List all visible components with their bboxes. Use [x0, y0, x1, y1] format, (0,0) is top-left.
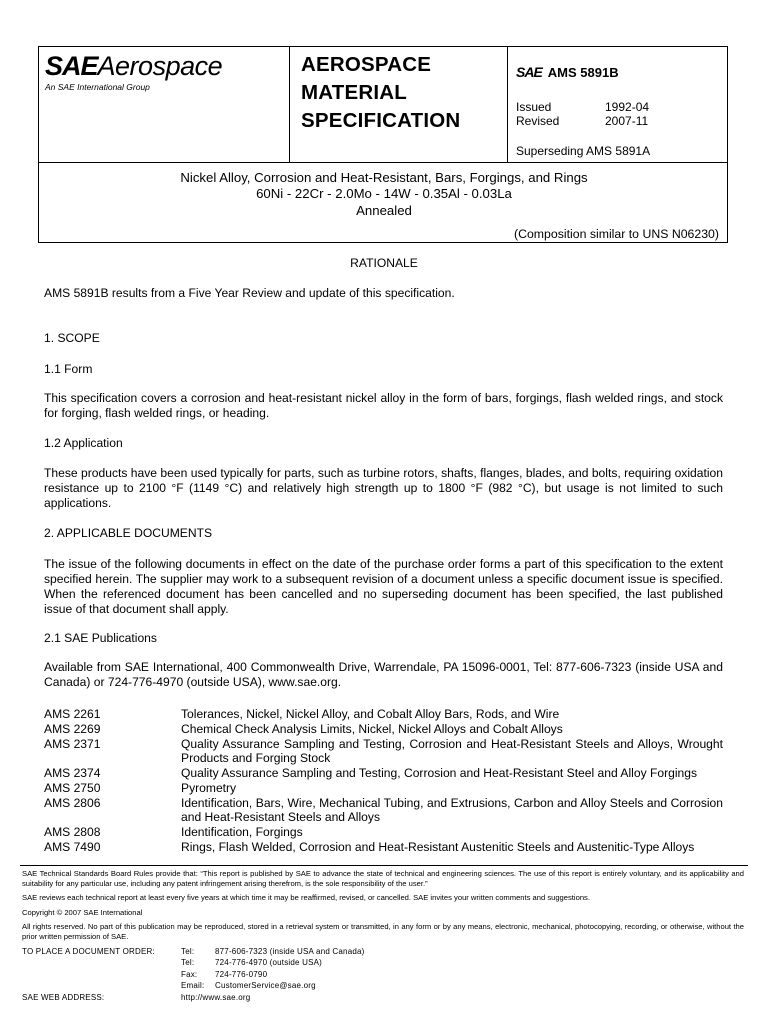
document-title-line: Annealed	[356, 203, 412, 218]
header-divider	[289, 47, 290, 162]
doc-description: Tolerances, Nickel, Nickel Alloy, and Cobalt Alloy Bars, Rods, and Wire	[181, 707, 560, 721]
spec-title	[301, 51, 460, 135]
doc-description: Identification, Forgings	[181, 825, 303, 839]
spec-title-line: MATERIAL	[301, 81, 407, 104]
section-heading-application: 1.2 Application	[44, 436, 123, 450]
contact-value: 877-606-7323 (inside USA and Canada)	[215, 947, 365, 956]
doc-code: AMS 2371	[44, 737, 101, 751]
sae-publications-paragraph: Available from SAE International, 400 Commonwealth Drive, Warrendale, PA 15096-0001, Tel: 877-606-7323 (inside USA and Canada) or 724-776-4970 (outside USA), www.sae.org.	[44, 660, 723, 689]
footer-rules-text: SAE Technical Standards Board Rules provide that: “This report is published by SAE to advance the state of technical and engineering sciences. The use of this report is entirely voluntary, and its applicability and suitability for any particular use, including any patent infringement arising therefrom, is the sole responsibility of the user.”	[22, 869, 744, 888]
web-address-link[interactable]: http://www.sae.org	[181, 993, 251, 1002]
issued-label: Issued	[516, 100, 552, 114]
doc-code: AMS 2269	[44, 722, 101, 736]
section-heading-applicable-documents: 2. APPLICABLE DOCUMENTS	[44, 526, 213, 540]
sae-small-logo: SAE	[516, 64, 542, 80]
logo-aerospace-word: Aerospace	[97, 51, 223, 81]
doc-description: Quality Assurance Sampling and Testing, Corrosion and Heat-Resistant Steel and Alloy Forgings	[181, 766, 698, 780]
doc-code: AMS 2261	[44, 707, 101, 721]
revised-value: 2007-11	[605, 114, 649, 128]
applicable-documents-paragraph: The issue of the following documents in effect on the date of the purchase order forms a part of this specification to the extent specified herein. The supplier may work to a subsequent revision of a document unless a specific document issue is specified. When the referenced document has been cancelled and no superseding document has been specified, the last published issue of that document shall apply.	[44, 557, 723, 616]
doc-description: Chemical Check Analysis Limits, Nickel, Nickel Alloys and Cobalt Alloys	[181, 722, 563, 736]
order-label: TO PLACE A DOCUMENT ORDER:	[22, 947, 155, 956]
doc-code: AMS 7490	[44, 840, 101, 854]
section-heading-sae-publications: 2.1 SAE Publications	[44, 631, 157, 645]
rationale-text: AMS 5891B results from a Five Year Review and update of this specification.	[44, 286, 455, 300]
contact-value: 724-776-4970 (outside USA)	[215, 958, 323, 967]
rationale-heading: RATIONALE	[350, 256, 418, 270]
doc-description: Quality Assurance Sampling and Testing, Corrosion and Heat-Resistant Steels and Alloys, Wrought Products and Forging Stock	[181, 737, 723, 765]
spec-title-line: SPECIFICATION	[301, 109, 461, 132]
doc-code: AMS 2374	[44, 766, 101, 780]
doc-description: Pyrometry	[181, 781, 237, 795]
logo-subtitle: An SAE International Group	[45, 82, 150, 92]
sae-logo-mark: SAE	[45, 51, 98, 81]
footer-copyright: Copyright © 2007 SAE International	[22, 908, 143, 917]
ams-number	[516, 64, 619, 80]
spec-title-line: AEROSPACE	[301, 53, 432, 76]
doc-code: AMS 2806	[44, 796, 101, 810]
footer-divider	[20, 865, 748, 866]
contact-label: Email:	[181, 981, 205, 990]
doc-description: Rings, Flash Welded, Corrosion and Heat-Resistant Austenitic Steels and Austenitic-Type Alloys	[181, 840, 695, 854]
composition-note: (Composition similar to UNS N06230)	[513, 227, 719, 241]
doc-description: Identification, Bars, Wire, Mechanical Tubing, and Extrusions, Carbon and Alloy Steels and Corrosion and Heat-Resistant Steels and Alloys	[181, 796, 723, 824]
header-divider	[507, 47, 508, 162]
web-address-label: SAE WEB ADDRESS:	[22, 993, 105, 1002]
header-divider	[39, 162, 727, 163]
sae-aerospace-logo	[45, 51, 222, 81]
section-heading-scope: 1. SCOPE	[44, 331, 100, 345]
document-title-line: Nickel Alloy, Corrosion and Heat-Resistant, Bars, Forgings, and Rings	[180, 170, 588, 185]
ams-number-text: AMS 5891B	[547, 65, 619, 80]
document-title-line: 60Ni - 22Cr - 2.0Mo - 14W - 0.35Al - 0.03La	[256, 186, 512, 201]
application-paragraph: These products have been used typically for parts, such as turbine rotors, shafts, flanges, blades, and bolts, requiring oxidation resistance up to 2100 °F (1149 °C) and relatively high strength up to 1800 °F (982 °C), but usage is not limited to such applications.	[44, 466, 723, 510]
footer-rights-text: All rights reserved. No part of this publication may be reproduced, stored in a retrieval system or transmitted, in any form or by any means, electronic, mechanical, photocopying, recording, or otherwise, without the prior written permission of SAE.	[22, 922, 744, 941]
contact-value[interactable]: CustomerService@sae.org	[215, 981, 316, 990]
superseding-note: Superseding AMS 5891A	[516, 144, 651, 158]
section-heading-form: 1.1 Form	[44, 362, 93, 376]
issued-value: 1992-04	[605, 100, 650, 114]
doc-code: AMS 2750	[44, 781, 101, 795]
form-paragraph: This specification covers a corrosion and heat-resistant nickel alloy in the form of bars, forgings, flash welded rings, and stock for forging, flash welded rings, or heading.	[44, 391, 723, 420]
contact-value: 724-776-0790	[215, 970, 268, 979]
header-box	[38, 46, 728, 243]
contact-label: Tel:	[181, 958, 195, 967]
footer-review-text: SAE reviews each technical report at least every five years at which time it may be reaffirmed, revised, or cancelled. SAE invites your written comments and suggestions.	[22, 893, 590, 902]
revised-label: Revised	[516, 114, 560, 128]
contact-label: Fax:	[181, 970, 198, 979]
contact-label: Tel:	[181, 947, 195, 956]
doc-code: AMS 2808	[44, 825, 101, 839]
